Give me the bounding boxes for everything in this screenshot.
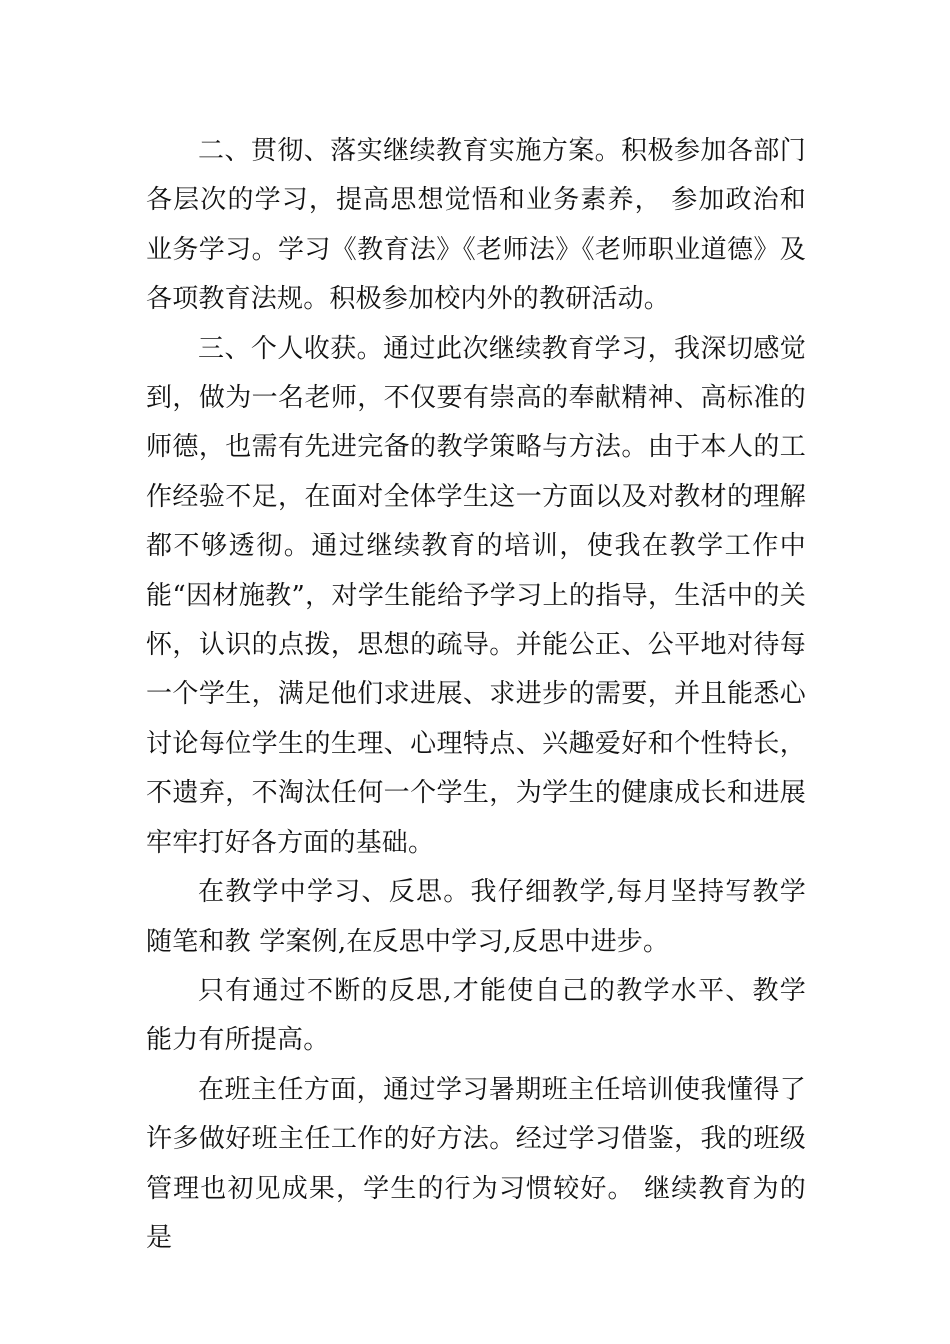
paragraph-continuous-reflection: 只有通过不断的反思,才能使自己的教学水平、教学能力有所提高。: [146, 975, 806, 1056]
document-body: [146, 127, 806, 1263]
paragraph-implement-plan: 二、贯彻、落实继续教育实施方案。积极参加各部门各层次的学习，提高思想觉悟和业务素养， 参加政治和业务学习。学习《教育法》《老师法》《老师职业道德》及各项教育法规。积极参加校内外的教研活动。: [146, 136, 806, 315]
paragraph-personal-gains: 三、个人收获。通过此次继续教育学习，我深切感觉到，做为一名老师，不仅要有崇高的奉献精神、高标准的师德，也需有先进完备的教学策略与方法。由于本人的工作经验不足，在面对全体学生这一方面以及对教材的理解都不够透彻。通过继续教育的培训，使我在教学工作中能“因材施教”，对学生能给予学习上的指导，生活中的关怀，认识的点拨，思想的疏导。并能公正、公平地对待每一个学生，满足他们求进展、求进步的需要，并且能悉心讨论每位学生的生理、心理特点、兴趣爱好和个性特长，不遗弃，不淘汰任何一个学生，为学生的健康成长和进展牢牢打好各方面的基础。: [146, 333, 806, 858]
paragraph-teaching-reflection: 在教学中学习、反思。我仔细教学,每月坚持写教学随笔和教 学案例,在反思中学习,反思中进步。: [146, 877, 806, 957]
paragraph-class-teacher: 在班主任方面，通过学习暑期班主任培训使我懂得了许多做好班主任工作的好方法。经过学习借鉴，我的班级管理也初见成果，学生的行为习惯较好。 继续教育为的是: [146, 1074, 806, 1253]
